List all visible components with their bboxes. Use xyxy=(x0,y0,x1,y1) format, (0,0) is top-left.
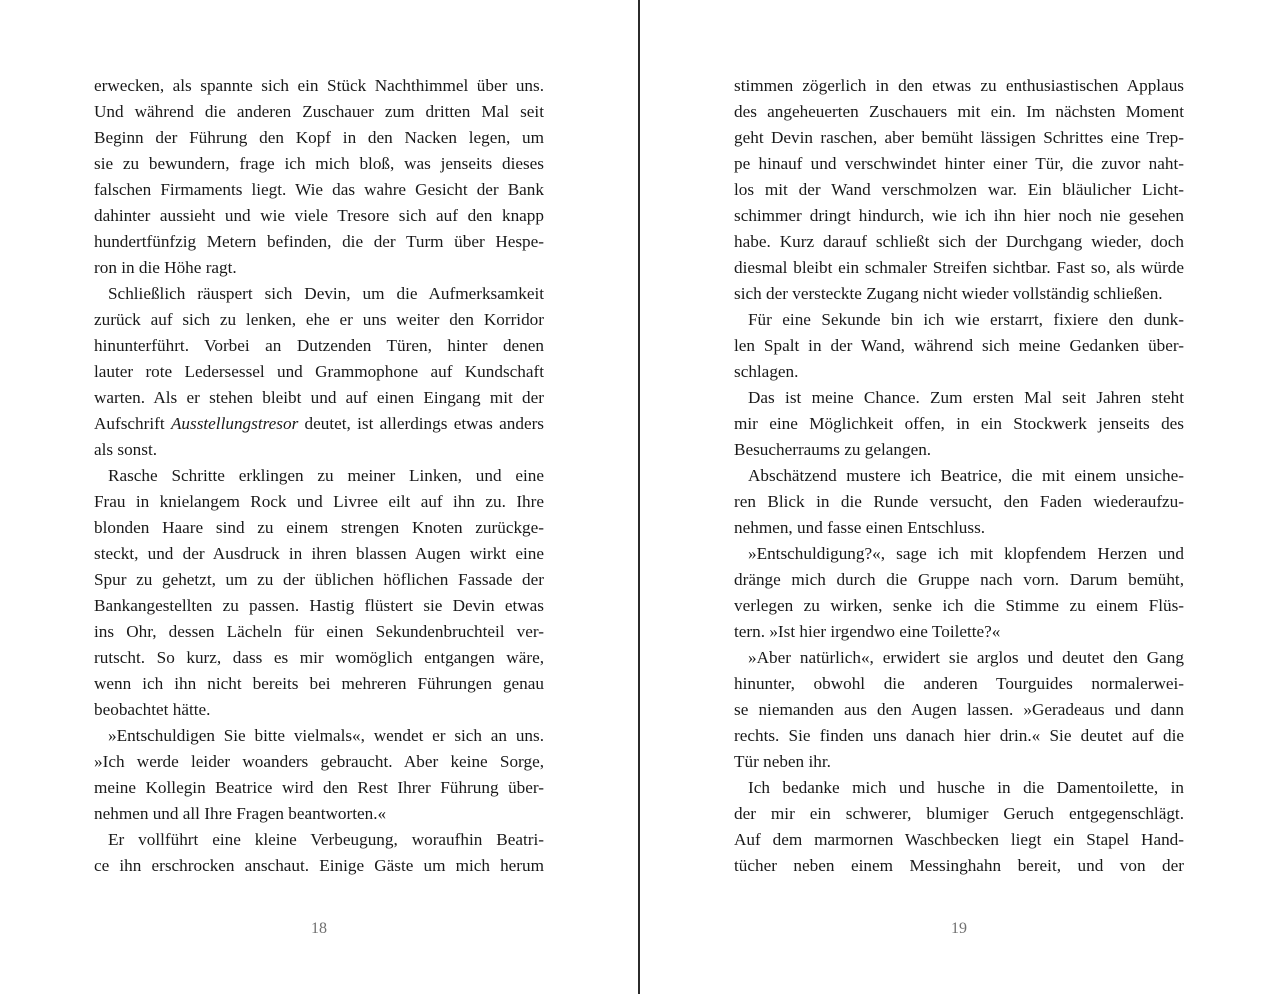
text-line: beobachtet hätte. xyxy=(94,700,211,719)
text-line: mir eine Möglichkeit offen, in ein Stockwerk jenseits des xyxy=(734,414,1184,433)
text-line: schimmer dringt hindurch, wie ich ihn hier noch nie gesehen xyxy=(734,206,1184,225)
text-line: »Aber natürlich«, erwidert sie arglos und deutet den Gang xyxy=(748,648,1184,667)
text-line: Rasche Schritte erklingen zu meiner Linken, und eine xyxy=(108,466,544,485)
text-line: wenn ich ihn nicht bereits bei mehreren Führungen genau xyxy=(94,674,544,693)
text-line: Tür neben ihr. xyxy=(734,752,831,771)
text-line: warten. Als er stehen bleibt und auf einen Eingang mit der xyxy=(94,388,544,407)
text-line: »Entschuldigung?«, sage ich mit klopfendem Herzen und xyxy=(748,544,1184,563)
text-line: dahinter aussieht und wie viele Tresore sich auf den knapp xyxy=(94,206,544,225)
text-line: Auf dem marmornen Waschbecken liegt ein Stapel Hand- xyxy=(734,830,1184,849)
right-page xyxy=(640,0,1279,994)
text-line: steckt, und der Ausdruck in ihren blassen Augen wirkt eine xyxy=(94,544,544,563)
text-line: zurück auf sich zu lenken, ehe er uns weiter den Korridor xyxy=(94,310,544,329)
text-line: ron in die Höhe ragt. xyxy=(94,258,237,277)
text-line: tern. »Ist hier irgendwo eine Toilette?« xyxy=(734,622,1001,641)
text-line: len Spalt in der Wand, während sich meine Gedanken über- xyxy=(734,336,1184,355)
text-line: Aufschrift Ausstellungstresor deutet, ist allerdings etwas anders xyxy=(94,414,544,433)
text-line: se niemanden aus den Augen lassen. »Geradeaus und dann xyxy=(734,700,1184,719)
text-line: Frau in knielangem Rock und Livree eilt auf ihn zu. Ihre xyxy=(94,492,544,511)
text-line: hundertfünfzig Metern befinden, die der Turm über Hespe- xyxy=(94,232,544,251)
left-page-number: 18 xyxy=(311,920,327,937)
text-line: Spur zu gehetzt, um zu der üblichen höflichen Fassade der xyxy=(94,570,544,589)
text-line: sich der versteckte Zugang nicht wieder vollständig schließen. xyxy=(734,284,1163,303)
right-page-text xyxy=(734,73,1184,879)
text-line: falschen Firmaments liegt. Wie das wahre Gesicht der Bank xyxy=(94,180,544,199)
text-line: als sonst. xyxy=(94,440,158,459)
right-page-number: 19 xyxy=(951,920,967,937)
text-line: schlagen. xyxy=(734,362,799,381)
text-line: Für eine Sekunde bin ich wie erstarrt, fixiere den dunk- xyxy=(748,310,1184,329)
text-line: habe. Kurz darauf schließt sich der Durchgang wieder, doch xyxy=(734,232,1184,251)
text-line: pe hinauf und verschwindet hinter einer Tür, die zuvor naht- xyxy=(734,154,1184,173)
left-page xyxy=(0,0,639,994)
text-line: ins Ohr, dessen Lächeln für einen Sekundenbruchteil ver- xyxy=(94,622,544,641)
text-line: »Ich werde leider woanders gebraucht. Aber keine Sorge, xyxy=(94,752,544,771)
text-line: diesmal bleibt ein schmaler Streifen sichtbar. Fast so, als würde xyxy=(734,258,1184,277)
text-line: verlegen zu wirken, senke ich die Stimme zu einem Flüs- xyxy=(734,596,1184,615)
text-line: ce ihn erschrocken anschaut. Einige Gäste um mich herum xyxy=(94,856,544,875)
text-line: lauter rote Ledersessel und Grammophone auf Kundschaft xyxy=(94,362,544,381)
text-line: Bankangestellten zu passen. Hastig flüstert sie Devin etwas xyxy=(94,596,544,615)
left-page-text xyxy=(94,73,544,879)
text-line: blonden Haare sind zu einem strengen Knoten zurückge- xyxy=(94,518,544,537)
text-line: tücher neben einem Messinghahn bereit, und von der xyxy=(734,856,1184,875)
text-line: sie zu bewundern, frage ich mich bloß, was jenseits dieses xyxy=(94,154,544,173)
text-line: nehmen und all Ihre Fragen beantworten.« xyxy=(94,804,387,823)
text-line: hinunterführt. Vorbei an Dutzenden Türen, hinter denen xyxy=(94,336,544,355)
text-line: rechts. Sie finden uns danach hier drin.« Sie deutet auf die xyxy=(734,726,1184,745)
text-line: erwecken, als spannte sich ein Stück Nachthimmel über uns. xyxy=(94,76,544,95)
text-line: geht Devin raschen, aber bemüht lässigen Schrittes eine Trep- xyxy=(734,128,1184,147)
text-line: des angeheuerten Zuschauers mit ein. Im nächsten Moment xyxy=(734,102,1184,121)
text-line: Schließlich räuspert sich Devin, um die Aufmerksamkeit xyxy=(108,284,544,303)
text-line: stimmen zögerlich in den etwas zu enthusiastischen Applaus xyxy=(734,76,1184,95)
text-line: meine Kollegin Beatrice wird den Rest Ihrer Führung über- xyxy=(94,778,544,797)
text-line: der mir ein schwerer, blumiger Geruch entgegenschlägt. xyxy=(734,804,1184,823)
text-line: Und während die anderen Zuschauer zum dritten Mal seit xyxy=(94,102,544,121)
text-line: Er vollführt eine kleine Verbeugung, woraufhin Beatri- xyxy=(108,830,544,849)
text-line: los mit der Wand verschmolzen war. Ein bläulicher Licht- xyxy=(734,180,1184,199)
text-line: ren Blick in die Runde versucht, den Faden wiederaufzu- xyxy=(734,492,1184,511)
text-line: Beginn der Führung den Kopf in den Nacken legen, um xyxy=(94,128,544,147)
text-line: rutscht. So kurz, dass es mir womöglich entgangen wäre, xyxy=(94,648,544,667)
text-line: Besucherraums zu gelangen. xyxy=(734,440,932,459)
text-line: »Entschuldigen Sie bitte vielmals«, wendet er sich an uns. xyxy=(108,726,544,745)
text-line: nehmen, und fasse einen Entschluss. xyxy=(734,518,986,537)
text-line: Ich bedanke mich und husche in die Damentoilette, in xyxy=(748,778,1184,797)
text-line: Das ist meine Chance. Zum ersten Mal seit Jahren steht xyxy=(748,388,1184,407)
text-line: Abschätzend mustere ich Beatrice, die mit einem unsiche- xyxy=(748,466,1184,485)
text-line: hinunter, obwohl die anderen Tourguides normalerwei- xyxy=(734,674,1184,693)
text-line: dränge mich durch die Gruppe nach vorn. Darum bemüht, xyxy=(734,570,1184,589)
